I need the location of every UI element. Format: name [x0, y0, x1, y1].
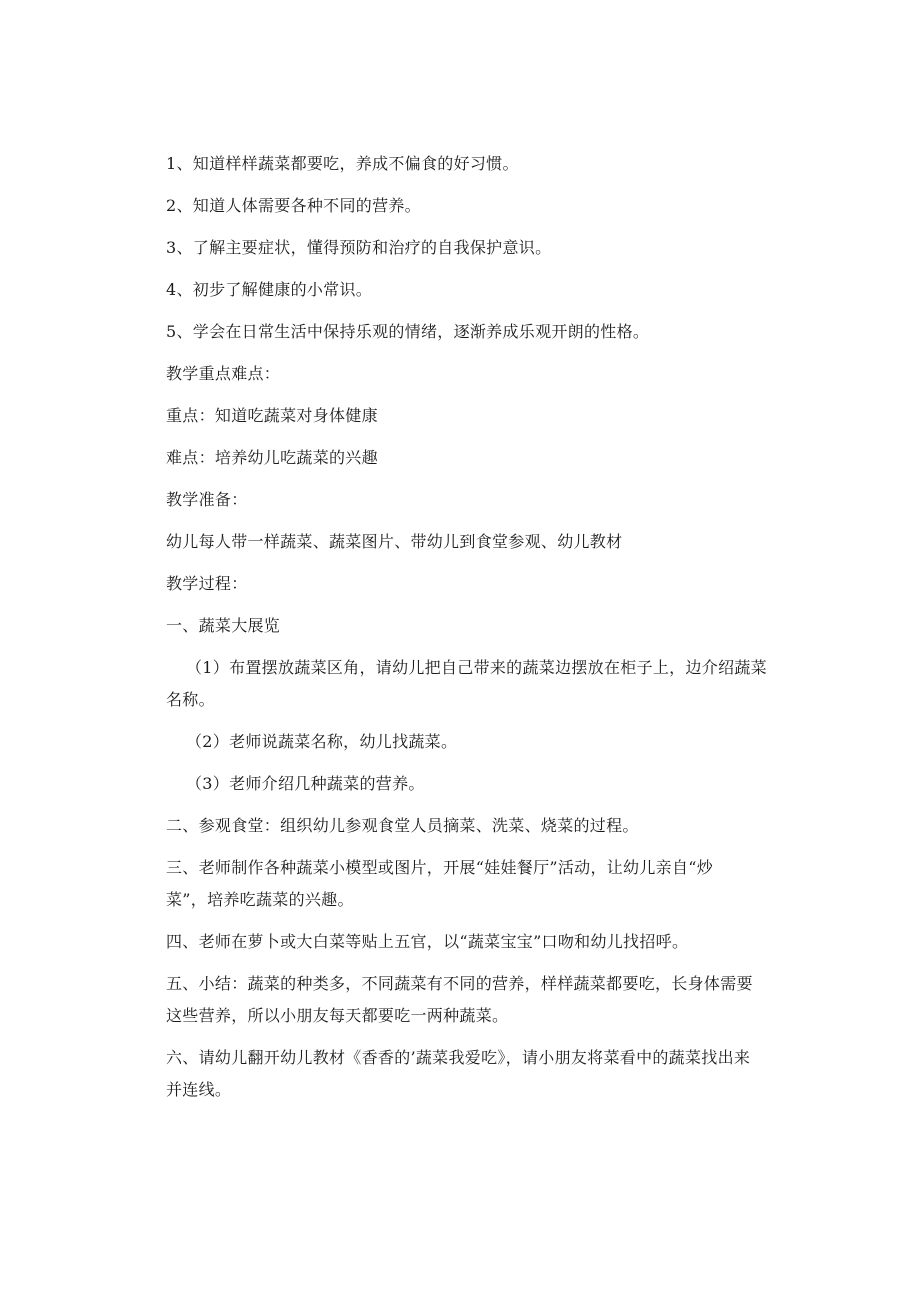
step6-line1: 六、请幼儿翻开幼儿教材《香香的’蔬菜我爱吃》，请小朋友将菜看中的蔬菜找出来 — [166, 1048, 751, 1067]
step5-line2: 这些营养，所以小朋友每天都要吃一两种蔬菜。 — [166, 1006, 509, 1025]
key-difficult-heading: 教学重点难点： — [166, 364, 281, 383]
objective-2: 2、知道人体需要各种不同的营养。 — [166, 196, 421, 215]
process-heading: 教学过程： — [166, 574, 248, 593]
objective-4: 4、初步了解健康的小常识。 — [166, 280, 373, 299]
key-point: 重点：知道吃蔬菜对身体健康 — [166, 406, 378, 425]
step1-item-2: （2）老师说蔬菜名称，幼儿找蔬菜。 — [186, 732, 458, 751]
objective-3: 3、了解主要症状，懂得预防和治疗的自我保护意识。 — [166, 238, 552, 257]
step1-item-1: （1）布置摆放蔬菜区角，请幼儿把自己带来的蔬菜边摆放在柜子上，边介绍蔬菜 — [186, 658, 767, 677]
step3-line2: 菜”，培养吃蔬菜的兴趣。 — [166, 890, 354, 909]
objective-1: 1、知道样样蔬菜都要吃，养成不偏食的好习惯。 — [166, 154, 519, 173]
step5-line1: 五、小结：蔬菜的种类多，不同蔬菜有不同的营养，样样蔬菜都要吃，长身体需要 — [166, 974, 753, 993]
step4: 四、老师在萝卜或大白菜等贴上五官，以“蔬菜宝宝”口吻和幼儿找招呼。 — [166, 932, 689, 951]
step1-item-3: （3）老师介绍几种蔬菜的营养。 — [186, 774, 425, 793]
preparation-heading: 教学准备： — [166, 490, 248, 509]
objective-5: 5、学会在日常生活中保持乐观的情绪，逐渐养成乐观开朗的性格。 — [166, 322, 650, 341]
difficult-point: 难点：培养幼儿吃蔬菜的兴趣 — [166, 448, 378, 467]
preparation-content: 幼儿每人带一样蔬菜、蔬菜图片、带幼儿到食堂参观、幼儿教材 — [166, 532, 623, 551]
step2: 二、参观食堂：组织幼儿参观食堂人员摘菜、洗菜、烧菜的过程。 — [166, 816, 639, 835]
step6-line2: 并连线。 — [166, 1080, 232, 1099]
step1-item-1-cont: 名称。 — [166, 690, 215, 709]
step1-title: 一、蔬菜大展览 — [166, 616, 281, 635]
step3-line1: 三、老师制作各种蔬菜小模型或图片，开展“娃娃餐厅”活动，让幼儿亲自“炒 — [166, 858, 714, 877]
